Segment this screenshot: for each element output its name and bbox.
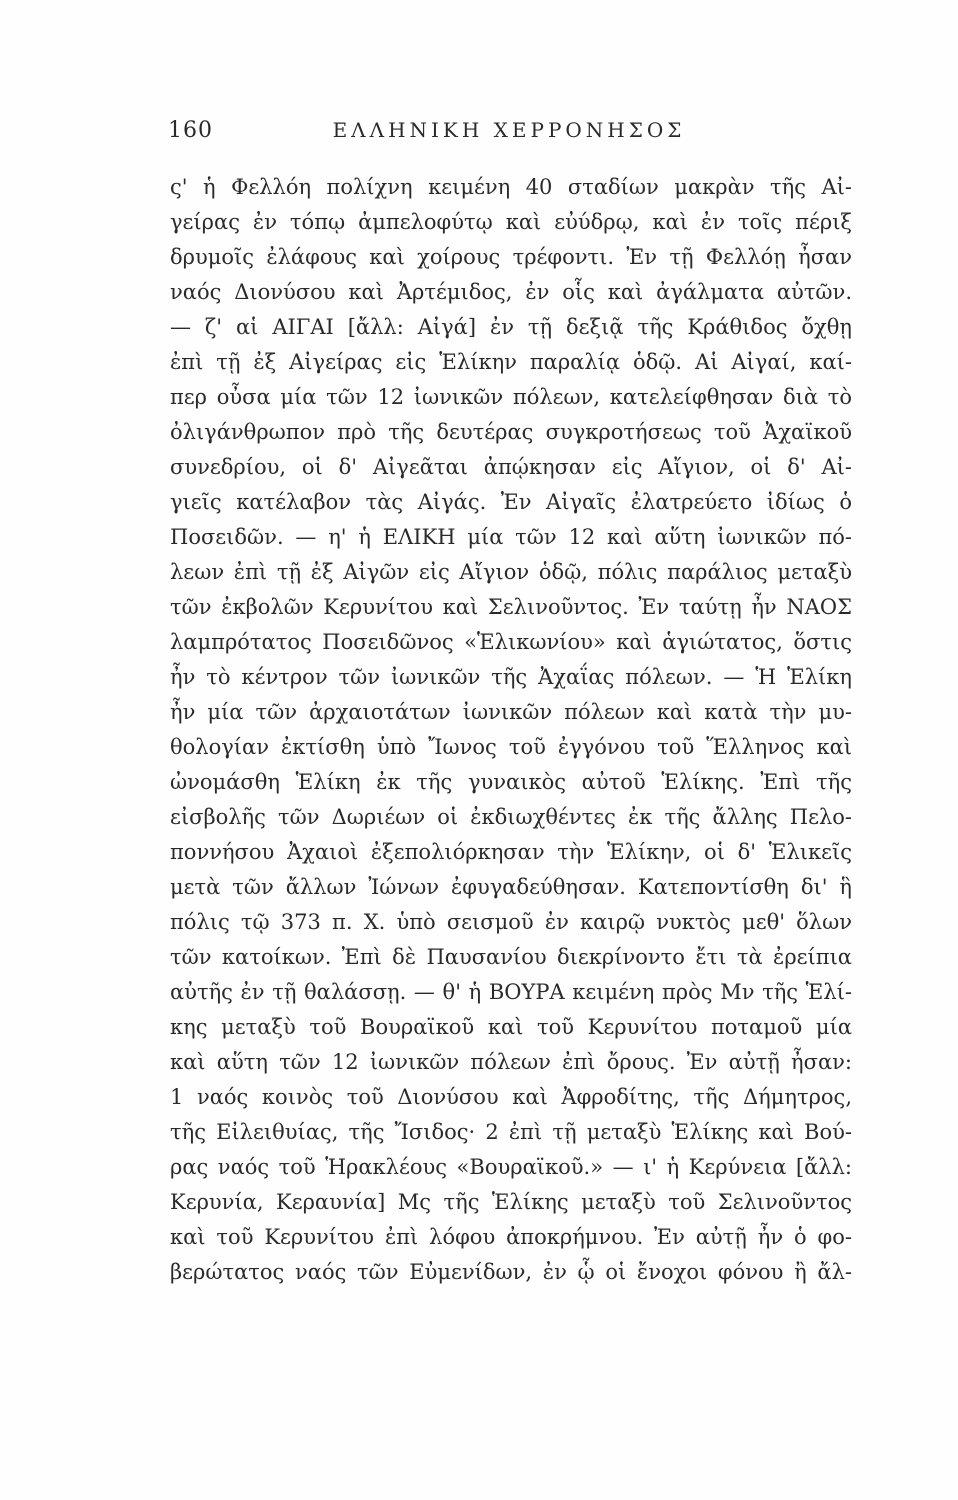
running-title: ΕΛΛΗΝΙΚΗ ΧΕΡΡΟΝΗΣΟΣ	[332, 118, 686, 142]
text-line: ἦν μία τῶν ἀρχαιοτάτων ἰωνικῶν πόλεων καὶ κατὰ τὴν μυ-	[170, 700, 852, 724]
text-line: περ οὖσα μία τῶν 12 ἰωνικῶν πόλεων, κατελείφθησαν διὰ τὸ	[170, 385, 852, 409]
text-line: βερώτατος ναός τῶν Εὐμενίδων, ἐν ᾧ οἱ ἔνοχοι φόνου ἢ ἄλ-	[170, 1260, 852, 1284]
text-line: πόλις τῷ 373 π. Χ. ὑπὸ σεισμοῦ ἐν καιρῷ νυκτὸς μεθ' ὅλων	[170, 910, 852, 934]
text-line: ρας ναός τοῦ Ἡρακλέους «Βουραϊκοῦ.» — ι' ἡ Κερύνεια [ἄλλ:	[170, 1155, 852, 1179]
text-line: δρυμοῖς ἐλάφους καὶ χοίρους τρέφοντι. Ἐν τῇ Φελλόῃ ἦσαν	[170, 245, 852, 269]
text-line: εἰσβολῆς τῶν Δωριέων οἱ ἐκδιωχθέντες ἐκ τῆς ἄλλης Πελο-	[170, 805, 852, 829]
text-line: ποννήσου Ἀχαιοὶ ἐξεπολιόρκησαν τὴν Ἑλίκην, οἱ δ' Ἑλικεῖς	[170, 840, 852, 864]
text-line: τῶν κατοίκων. Ἐπὶ δὲ Παυσανίου διεκρίνοντο ἔτι τὰ ἐρείπια	[170, 945, 852, 969]
text-line: τῶν ἐκβολῶν Κερυνίτου καὶ Σελινοῦντος. Ἐν ταύτῃ ἦν ΝΑΟΣ	[170, 595, 852, 619]
page-header	[168, 118, 850, 152]
text-line: θολογίαν ἐκτίσθη ὑπὸ Ἴωνος τοῦ ἐγγόνου τοῦ Ἕλληνος καὶ	[170, 735, 852, 759]
text-line: τῆς Εἰλειθυίας, τῆς Ἴσιδος· 2 ἐπὶ τῇ μεταξὺ Ἑλίκης καὶ Βού-	[170, 1120, 852, 1144]
text-line: — ζ' αἱ ΑΙΓΑΙ [ἄλλ: Αἰγά] ἐν τῇ δεξιᾷ τῆς Κράθιδος ὄχθῃ	[170, 315, 852, 339]
text-line: ναός Διονύσου καὶ Ἀρτέμιδος, ἐν οἷς καὶ ἀγάλματα αὐτῶν.	[170, 280, 852, 304]
text-line: λεων ἐπὶ τῇ ἐξ Αἰγῶν εἰς Αἴγιον ὁδῷ, πόλις παράλιος μεταξὺ	[170, 560, 852, 584]
text-line: 1 ναός κοινὸς τοῦ Διονύσου καὶ Ἀφροδίτης, τῆς Δήμητρος,	[170, 1085, 852, 1109]
text-line: Κερυνία, Κεραυνία] Μς τῆς Ἑλίκης μεταξὺ τοῦ Σελινοῦντος	[170, 1190, 852, 1214]
text-line: μετὰ τῶν ἄλλων Ἰώνων ἐφυγαδεύθησαν. Κατεποντίσθη δι' ἣ	[170, 875, 852, 899]
text-line: γείρας ἐν τόπῳ ἀμπελοφύτῳ καὶ εὐύδρῳ, καὶ ἐν τοῖς πέριξ	[170, 210, 852, 234]
text-line: καὶ αὕτη τῶν 12 ἰωνικῶν πόλεων ἐπὶ ὄρους. Ἐν αὐτῇ ἦσαν:	[170, 1050, 852, 1074]
text-line: ὠνομάσθη Ἑλίκη ἐκ τῆς γυναικὸς αὐτοῦ Ἑλίκης. Ἐπὶ τῆς	[170, 770, 852, 794]
page-number: 160	[168, 118, 213, 143]
text-line: ς' ἡ Φελλόη πολίχνη κειμένη 40 σταδίων μακρὰν τῆς Αἰ-	[170, 175, 852, 199]
text-line: συνεδρίου, οἱ δ' Αἰγεᾶται ἀπῴκησαν εἰς Αἴγιον, οἱ δ' Αἰ-	[170, 455, 852, 479]
text-line: καὶ τοῦ Κερυνίτου ἐπὶ λόφου ἀποκρήμνου. Ἐν αὐτῇ ἦν ὁ φο-	[170, 1225, 852, 1249]
text-line: λαμπρότατος Ποσειδῶνος «Ἑλικωνίου» καὶ ἁγιώτατος, ὅστις	[170, 630, 852, 654]
text-line: ἦν τὸ κέντρον τῶν ἰωνικῶν τῆς Ἀχαΐας πόλεων. — Ἡ Ἑλίκη	[170, 665, 852, 689]
text-line: ἐπὶ τῇ ἐξ Αἰγείρας εἰς Ἑλίκην παραλίᾳ ὁδῷ. Αἱ Αἰγαί, καί-	[170, 350, 852, 374]
text-line: Ποσειδῶν. — η' ἡ ΕΛΙΚΗ μία τῶν 12 καὶ αὕτη ἰωνικῶν πό-	[170, 525, 852, 549]
text-line: αὐτῆς ἐν τῇ θαλάσσῃ. — θ' ἡ ΒΟΥΡΑ κειμένη πρὸς Μν τῆς Ἑλί-	[170, 980, 852, 1004]
body-text	[170, 170, 852, 1290]
text-line: γιεῖς κατέλαβον τὰς Αἰγάς. Ἐν Αἰγαῖς ἐλατρεύετο ἰδίως ὁ	[170, 490, 852, 514]
text-line: ὀλιγάνθρωπον πρὸ τῆς δευτέρας συγκροτήσεως τοῦ Ἀχαϊκοῦ	[170, 420, 852, 444]
text-line: κης μεταξὺ τοῦ Βουραϊκοῦ καὶ τοῦ Κερυνίτου ποταμοῦ μία	[170, 1015, 852, 1039]
